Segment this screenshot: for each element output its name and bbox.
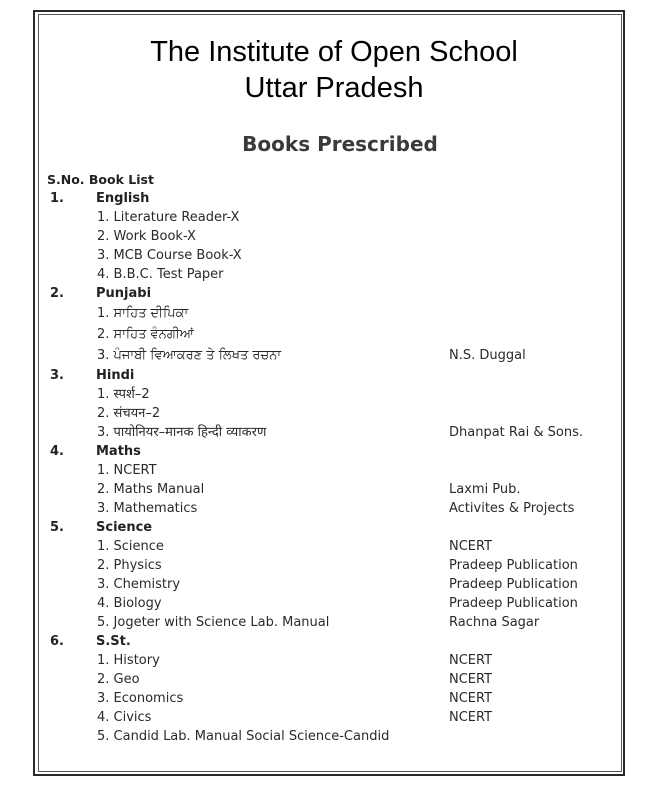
subject-row [47, 366, 607, 385]
book-title: 1. ਸਾਹਿਤ ਦੀਪਿਕਾ [97, 306, 189, 321]
book-publisher: NCERT [449, 539, 493, 554]
book-title: 5. Jogeter with Science Lab. Manual [97, 615, 330, 630]
book-title: 1. Science [97, 539, 164, 554]
book-title: 5. Candid Lab. Manual Social Science-Candid [97, 729, 390, 744]
book-row [47, 480, 607, 499]
subject-number: 2. [50, 286, 64, 301]
book-publisher: Pradeep Publication [449, 558, 578, 573]
subject-name: Science [96, 520, 153, 535]
book-title: 3. MCB Course Book-X [97, 248, 242, 263]
book-title: 2. Maths Manual [97, 482, 205, 497]
subject-name: Punjabi [96, 286, 152, 301]
subject-name: S.St. [96, 634, 131, 649]
institute-name [0, 34, 650, 106]
book-row [47, 303, 607, 324]
book-row [47, 670, 607, 689]
book-title: 3. Mathematics [97, 501, 198, 516]
book-title: 2. Work Book-X [97, 229, 196, 244]
subject-row [47, 189, 607, 208]
book-title: 4. Civics [97, 710, 152, 725]
book-row [47, 208, 607, 227]
subject-number: 5. [50, 520, 64, 535]
subject-container [47, 189, 607, 746]
subject-name: Maths [96, 444, 141, 459]
book-row [47, 499, 607, 518]
book-row [47, 594, 607, 613]
institute-name-line1: The Institute of Open School [150, 36, 518, 68]
subject-name: English [96, 191, 150, 206]
book-title: 2. Geo [97, 672, 140, 687]
book-row [47, 423, 607, 442]
institute-name-line2: Uttar Pradesh [244, 72, 424, 104]
book-title: 3. Economics [97, 691, 184, 706]
book-row [47, 708, 607, 727]
subject-number: 6. [50, 634, 64, 649]
book-row [47, 385, 607, 404]
subject-row [47, 442, 607, 461]
book-row [47, 227, 607, 246]
book-row [47, 265, 607, 284]
book-publisher: Pradeep Publication [449, 577, 578, 592]
book-row [47, 537, 607, 556]
book-title: 4. Biology [97, 596, 162, 611]
subject-row [47, 518, 607, 537]
book-row [47, 246, 607, 265]
book-row [47, 689, 607, 708]
book-row [47, 324, 607, 345]
book-publisher: NCERT [449, 672, 493, 687]
book-title: 2. संचयन–2 [97, 406, 161, 421]
book-row [47, 404, 607, 423]
book-publisher: NCERT [449, 710, 493, 725]
subject-row [47, 284, 607, 303]
book-title: 3. पायोनियर–मानक हिन्दी व्याकरण [97, 425, 267, 440]
book-row [47, 651, 607, 670]
subject-number: 1. [50, 191, 64, 206]
subject-number: 4. [50, 444, 64, 459]
book-row [47, 613, 607, 632]
book-title: 1. NCERT [97, 463, 157, 478]
list-column-header: S.No. Book List [47, 172, 154, 187]
subject-number: 3. [50, 368, 64, 383]
book-publisher: N.S. Duggal [449, 348, 526, 363]
book-publisher: Laxmi Pub. [449, 482, 521, 497]
subject-row [47, 632, 607, 651]
book-row [47, 461, 607, 480]
book-row [47, 575, 607, 594]
book-publisher: Activites & Projects [449, 501, 575, 516]
books-prescribed-heading: Books Prescribed [242, 132, 438, 156]
book-publisher: Rachna Sagar [449, 615, 540, 630]
book-publisher: NCERT [449, 691, 493, 706]
book-row [47, 727, 607, 746]
book-title: 4. B.B.C. Test Paper [97, 267, 224, 282]
book-title: 1. History [97, 653, 160, 668]
book-list [47, 171, 607, 746]
book-row [47, 556, 607, 575]
book-publisher: Pradeep Publication [449, 596, 578, 611]
book-title: 3. ਪੰਜਾਬੀ ਵਿਆਕਰਣ ਤੇ ਲਿਖਤ ਰਚਨਾ [97, 348, 282, 363]
book-publisher: NCERT [449, 653, 493, 668]
book-title: 2. ਸਾਹਿਤ ਵੰਨਗੀਆਂ [97, 327, 194, 342]
book-title: 1. स्पर्श–2 [97, 387, 150, 402]
book-title: 1. Literature Reader-X [97, 210, 240, 225]
subject-name: Hindi [96, 368, 135, 383]
book-title: 3. Chemistry [97, 577, 181, 592]
book-row [47, 345, 607, 366]
book-publisher: Dhanpat Rai & Sons. [449, 425, 583, 440]
book-title: 2. Physics [97, 558, 162, 573]
